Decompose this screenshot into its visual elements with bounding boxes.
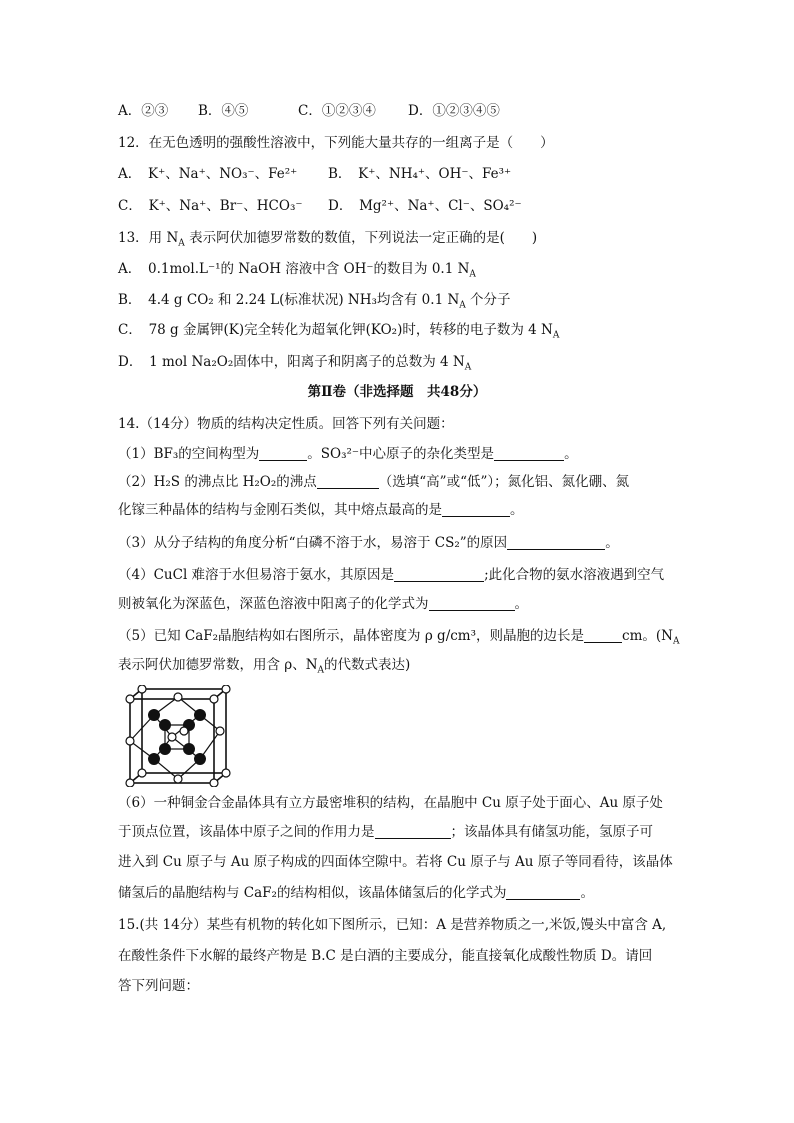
q15-line1: 15.(共 14分）某些有机物的转化如下图所示，已知：A 是营养物质之一,米饭,馒头中富含 A, xyxy=(118,917,667,933)
q14-part6-line4 xyxy=(118,883,594,903)
q14-p3-text-a: （3）从分子结构的角度分析“白磷不溶于水，易溶于 CS₂”的原因 xyxy=(118,535,508,551)
q12-stem: 12．在无色透明的强酸性溶液中，下列能大量共存的一组离子是（ ） xyxy=(118,135,554,151)
q14-p1-text-c: 。 xyxy=(564,446,578,462)
q13-stem: 13．用 $N_A$ 表示阿伏加德罗常数的数值，下列说法一定正确的是( ) xyxy=(118,230,538,249)
q14-p4-text-a: （4）CuCl 难溶于水但易溶于氨水，其原因是 xyxy=(118,567,395,583)
q14-p4-text-c: 则被氧化为深蓝色，深蓝色溶液中阳离子的化学式为 xyxy=(118,596,429,612)
section-2-title: 第Ⅱ卷（非选择题 共48分） xyxy=(307,384,487,400)
q13-option-c: C． 78 g 金属钾(K)完全转化为超氧化钾(KO₂)时，转移的电子数为 4 $N_A$ xyxy=(118,322,560,341)
q14-p4-blank-2[interactable] xyxy=(429,596,515,611)
q14-part1 xyxy=(118,444,578,464)
q14-part6-line2 xyxy=(118,822,653,842)
caf2-unit-cell-figure xyxy=(120,685,236,787)
q14-p2-text-d: 。 xyxy=(510,502,524,518)
q13-option-a: A． 0.1mol.L⁻¹的 NaOH 溶液中含 OH⁻的数目为 0.1 $N_A$ xyxy=(118,261,476,280)
q14-p6-text-e: 储氢后的晶胞结构与 CaF₂的结构相似，该晶体储氢后的化学式为 xyxy=(118,885,507,901)
q14-part4-line1 xyxy=(118,565,664,585)
q14-p4-text-d: 。 xyxy=(514,596,528,612)
q14-p6-text-b: 于顶点位置，该晶体中原子之间的作用力是 xyxy=(118,824,375,840)
q14-p6-blank-2[interactable] xyxy=(506,885,580,900)
q11-option-c: C．①②③④ xyxy=(298,103,376,119)
q12-option-b: B． K⁺、NH₄⁺、OH⁻、Fe³⁺ xyxy=(328,166,512,182)
fluoride-ions xyxy=(148,709,206,765)
q14-p5-text-b: cm。($N_A$ xyxy=(622,628,680,647)
q14-p1-text-b: 。SO₃²⁻中心原子的杂化类型是 xyxy=(307,446,495,462)
q14-part2-line1 xyxy=(118,472,629,492)
q14-p1-blank-2[interactable] xyxy=(494,446,564,461)
q14-p2-text-b: （选填“高”或“低”）；氮化铝、氮化硼、氮 xyxy=(378,474,630,490)
q13-option-d: D． 1 mol Na₂O₂固体中，阳离子和阴离子的总数为 4 $N_A$ xyxy=(118,354,472,373)
q14-p2-text-a: （2）H₂S 的沸点比 H₂O₂的沸点 xyxy=(118,474,317,490)
q15-line2: 在酸性条件下水解的最终产物是 B.C 是白酒的主要成分，能直接氧化成酸性物质 D。请回 xyxy=(118,948,653,964)
q12-option-c: C． K⁺、Na⁺、Br⁻、HCO₃⁻ xyxy=(118,198,303,214)
q12-option-a: A． K⁺、Na⁺、NO₃⁻、Fe²⁺ xyxy=(118,166,298,182)
q12-options-row1 xyxy=(118,164,511,184)
q15-line3: 答下列问题： xyxy=(118,978,199,994)
q14-p1-text-a: （1）BF₃的空间构型为 xyxy=(118,446,260,462)
q14-part6-line1: （6）一种铜金合金晶体具有立方最密堆积的结构，在晶胞中 Cu 原子处于面心、Au 原子处 xyxy=(118,795,663,811)
q11-option-d: D．①②③④⑤ xyxy=(408,103,500,119)
q14-part6-line3: 进入到 Cu 原子与 Au 原子构成的四面体空隙中。若将 Cu 原子与 Au 原子等同看待，该晶体 xyxy=(118,854,673,870)
q14-p6-text-c: ；该晶体具有储氢功能，氢原子可 xyxy=(450,824,653,840)
q14-p6-blank-1[interactable] xyxy=(375,824,451,839)
q14-p2-blank-2[interactable] xyxy=(442,502,510,517)
q13-option-b: B． 4.4 g CO₂ 和 2.24 L(标准状况) NH₃均含有 0.1 $N_A$ 个分子 xyxy=(118,292,511,311)
q14-p2-blank-1[interactable] xyxy=(317,474,379,489)
q14-p3-text-b: 。 xyxy=(605,535,619,551)
unit-cell-edges xyxy=(130,689,226,783)
q14-p4-text-b: ;此化合物的氨水溶液遇到空气 xyxy=(484,567,665,583)
q14-stem: 14.（14分）物质的结构决定性质。回答下列有关问题： xyxy=(118,416,454,432)
q14-p6-text-f: 。 xyxy=(580,885,594,901)
q14-p4-blank-1[interactable] xyxy=(394,567,484,582)
q14-part2-line2 xyxy=(118,500,524,520)
q14-p5-blank[interactable] xyxy=(584,628,622,643)
q14-p1-blank-1[interactable] xyxy=(259,446,307,461)
q11-option-a: A．②③ xyxy=(118,103,169,119)
q12-options-row2 xyxy=(118,196,522,216)
q11-option-b: B．④⑤ xyxy=(198,103,249,119)
q14-part5-line1 xyxy=(118,626,679,646)
q11-options xyxy=(118,101,500,121)
q14-p2-text-c: 化镓三种晶体的结构与金刚石类似，其中熔点最高的是 xyxy=(118,502,442,518)
q14-part5-line2: 表示阿伏加德罗常数，用含 ρ、$N_A$的代数式表达) xyxy=(118,657,411,676)
q14-part4-line2 xyxy=(118,594,528,614)
q12-option-d: D． Mg²⁺、Na⁺、Cl⁻、SO₄²⁻ xyxy=(328,198,522,214)
q14-p3-blank[interactable] xyxy=(507,535,605,550)
q14-p5-text-a: （5）已知 CaF₂晶胞结构如右图所示，晶体密度为 ρ g/cm³，则晶胞的边长是 xyxy=(118,628,585,644)
q14-part3 xyxy=(118,533,619,553)
